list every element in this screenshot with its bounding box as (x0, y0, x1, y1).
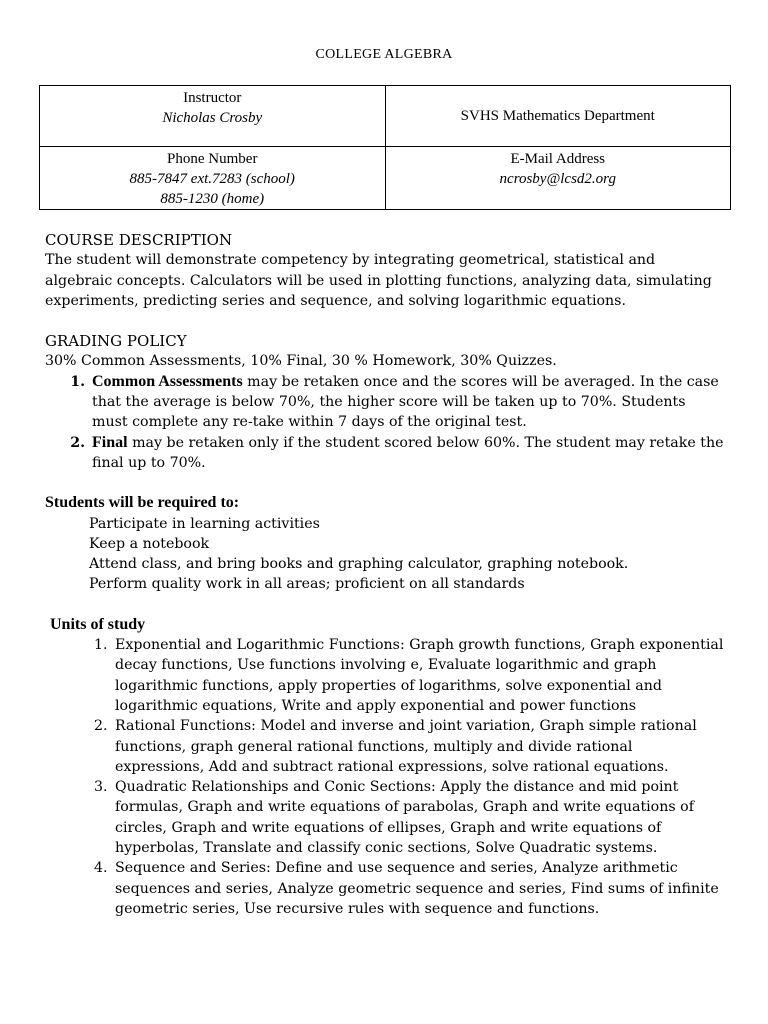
document-title: COLLEGE ALGEBRA (315, 47, 453, 62)
list-item: 3. Quadratic Relationships and Conic Sections: Apply the distance and mid point formulas, Graph and write equations of parabolas, Graph and write equations of circles, Graph and write equations of ellipses, Graph and write equations of hyperbolas, Translate and classify conic sections, Solve Quadratic systems. (112, 777, 725, 858)
instructor-name: Nicholas Crosby (162, 110, 263, 126)
policy-text: may be retaken only if the student scored below 60%. The student may retake the final up to 70%. (92, 434, 724, 471)
grading-policy-list (45, 372, 725, 473)
list-item: Attend class, and bring books and graphing calculator, graphing notebook. (89, 556, 629, 573)
list-item (90, 372, 725, 433)
contact-row-instructor (40, 86, 731, 147)
policy-label: Final (92, 433, 128, 451)
list-item: 2. Rational Functions: Model and inverse and joint variation, Graph simple rational functions, graph general rational functions, multiply and divide rational expressions, Add and subtract rational expressions, solve rational equations. (112, 716, 725, 777)
contact-table (39, 85, 731, 210)
instructor-label: Instructor (183, 90, 242, 106)
email-cell (385, 147, 731, 210)
department-cell (385, 86, 731, 147)
policy-label: Common Assessments (92, 372, 243, 390)
contact-row-phone-email (40, 147, 731, 210)
requirements-heading: Students will be required to: (45, 494, 240, 512)
course-description-text: The student will demonstrate competency by integrating geometrical, statistical and algebraic concepts. Calculators will be used in plotting functions, analyzing data, simulating experiments, predicting series and sequence, and solving logarithmic equations. (45, 252, 712, 309)
list-item: Participate in learning activities (89, 515, 320, 532)
phone-label: Phone Number (167, 151, 258, 167)
phone-school: 885-7847 ext.7283 (school) (129, 171, 295, 187)
requirements-list (45, 514, 725, 595)
department-name: SVHS Mathematics Department (460, 108, 655, 124)
email-label: E-Mail Address (510, 151, 606, 167)
grading-policy-heading: GRADING POLICY (45, 332, 187, 351)
list-item: 1. Exponential and Logarithmic Functions: Graph growth functions, Graph exponential decay functions, Use functions involving e, Evaluate logarithmic and graph logarithmic functions, apply properties of logarithms, solve exponential and logarithmic equations, Write and apply exponential and power functions (112, 635, 725, 716)
units-list (45, 635, 725, 919)
document-body (45, 230, 725, 919)
grading-summary: 30% Common Assessments, 10% Final, 30 % Homework, 30% Quizzes. (45, 353, 557, 370)
list-item: Perform quality work in all areas; proficient on all standards (89, 576, 525, 593)
email-address[interactable]: ncrosby@lcsd2.org (499, 171, 616, 187)
phone-home: 885-1230 (home) (160, 191, 265, 207)
instructor-cell (40, 86, 386, 147)
list-item: Keep a notebook (89, 535, 210, 552)
list-item: 4. Sequence and Series: Define and use sequence and series, Analyze arithmetic sequences and series, Analyze geometric sequence and series, Find sums of infinite geometric series, Use recursive rules with sequence and functions. (112, 858, 725, 919)
units-heading: Units of study (50, 615, 146, 633)
policy-text: may be retaken once and the scores will be averaged. In the case that the average is below 70%, the higher score will be taken up to 70%. Students must complete any re-take within 7 days of the original test. (92, 373, 719, 431)
course-description-heading: COURSE DESCRIPTION (45, 231, 233, 249)
list-item (90, 433, 725, 474)
phone-cell (40, 147, 386, 210)
